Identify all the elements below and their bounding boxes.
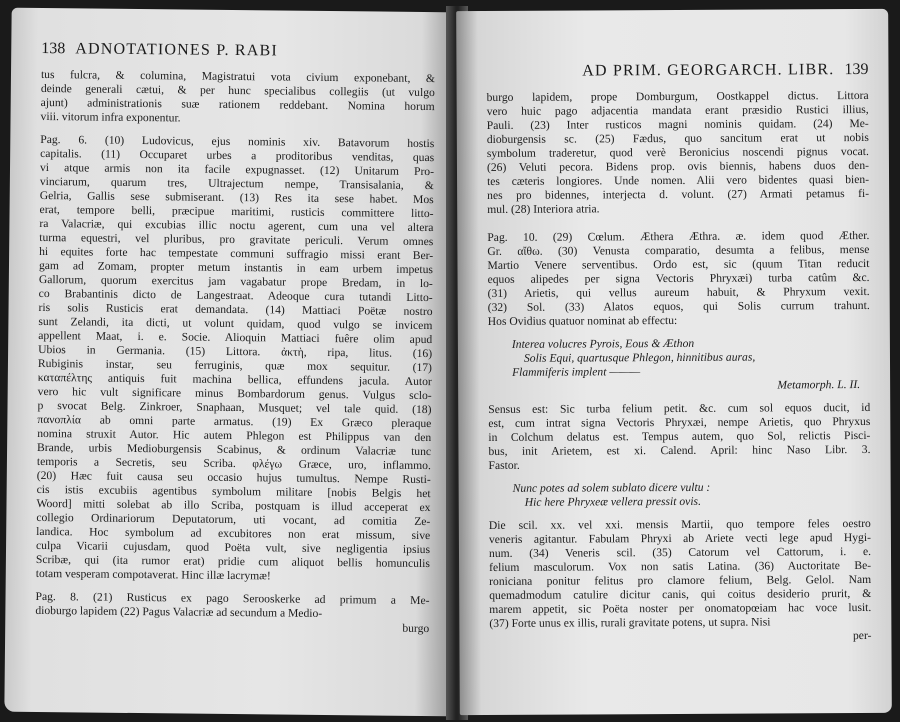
text-line: Brande, urbis Medioburgensis Scabinus, & ordinum Valacriæ tunc — [37, 440, 432, 459]
text-line: vinciarum, quarum tres, Ultrajectum nempe, Transisalania, & — [39, 174, 434, 193]
text-line: marem appetit, sic Poëta noster per onomatopœiam hac voce lusit. — [489, 600, 872, 616]
text-line: bus, init Arietem, est xi. Calend. April: hinc Naso Libr. 3. — [488, 442, 871, 458]
text-line: (32) Sol. (33) Alatos equos, qui Solis currum trahunt. — [487, 298, 870, 314]
text-line: collegio Ordinariorum Deputatorum, uti vocant, ad comitia Ze- — [36, 510, 431, 529]
text-line: quemadmodum catulire dicitur canis, qui coitus desiderio prurit, & — [489, 586, 872, 602]
right-text-block-d — [489, 517, 872, 631]
text-line: temporis a Secretis, seu Scriba. φλέγω Græce, uro, inflammo. — [36, 454, 431, 473]
text-line: p svocat Belg. Zinkroer, Snaphaan, Musquet; vel tale quid. (18) — [37, 398, 432, 417]
text-line: Gelria, Gallis sese submiserant. (13) Res ita sese habet. Mos — [39, 188, 434, 207]
text-line: ris solis Rusticis erat demandata. (14) Mattiaci Poëtæ nostro — [38, 300, 433, 319]
text-line: totam vesperam compotaverat. Hinc illæ lacrymæ! — [35, 566, 271, 583]
text-line: vi atque armis non ita facile expugnasset. (12) Unitarum Pro- — [39, 160, 435, 179]
text-line: veneris agitantur. Fabulam Phryxi ab Ariete vecti lege apud Hygi- — [488, 530, 871, 546]
verse-quotation — [488, 336, 870, 380]
text-line: Pauli. (23) Inter rusticos magni nominis quidam. (24) Me- — [486, 116, 869, 132]
right-text-block-c — [488, 401, 870, 473]
text-line: dioburgensis sc. (25) Fædus, quo sancitum erat ut nobis — [486, 130, 869, 146]
text-line: Woord] mitti solebat ab illo Scriba, postquam is illud acceperat ex — [36, 496, 431, 515]
text-line: Sensus est: Sic turba felium petit. &c. cum sol equos ducit, id — [488, 400, 871, 416]
page-number: 139 — [844, 60, 869, 79]
catchword: burgo — [402, 621, 430, 636]
verse-quotation — [489, 480, 871, 510]
text-line: tes cæteris longiores. Unde nomen. Alii vero bidentes quasi bien- — [487, 172, 870, 188]
running-head-title: ADNOTATIONES P. RABI — [75, 40, 279, 60]
text-line: ajunt) administrationis suæ rationem reddebant. Nomina horum — [40, 95, 435, 114]
text-line: Ubios in Germania. (15) Littora. ἀκτὴ, ripa, litus. (16) — [38, 342, 433, 361]
text-line: sunt Zelandi, ita dicti, ut volunt quidam, quod vulgo se invicem — [38, 314, 433, 333]
text-line: nes pro bidennes, interjecta d. volunt. (27) Armati petamus fi- — [487, 186, 870, 202]
text-line: appellent Maat, i. e. Socie. Alioquin Mattiaci fuêre olim apud — [38, 328, 433, 347]
text-line: Pag. 8. (21) Rusticus ex pago Serooskerke ad primum a Me- — [35, 589, 430, 608]
text-line: co Brabantinis dicto de Langestraat. Adeoque cura tutandi Litto- — [38, 286, 433, 305]
text-line: culpa Vicarii cujusdam, quod Poëta vult, sive negligentia ipsius — [36, 538, 431, 557]
right-text-block-a — [487, 89, 870, 217]
text-line: καταπέλτης antiquis fuit machina bellica, effundens jacula. Autor — [37, 370, 432, 389]
text-line: mul. (28) Interiora atria. — [487, 202, 600, 216]
text-line: num. (34) Veneris scil. (35) Catorum vel Cattorum, i. e. — [488, 544, 872, 560]
text-line: Scribæ, qui (ita rumor erat) pridie cum aliquot bellis homunculis — [35, 552, 430, 571]
text-line: felium masculorum. Vox non satis Latina. (36) Auctoritate Be- — [489, 558, 872, 574]
text-line: landica. Hoc symbolum ad excubitores non erat missum, sive — [36, 524, 431, 543]
text-line: equos alipedes per signa Vectoris Phryxæi) turba catûm &c. — [487, 270, 870, 286]
text-line: πανοπλία ab omni parte armatus. (19) Ex Græco pleraque — [37, 412, 432, 431]
text-line: vero hic vult significare minus Bombardorum genus. Vulgus sclo- — [37, 384, 432, 403]
text-line: in Colchum delatus est. Tempus autem, quo Sol, relictis Pisci- — [488, 428, 871, 444]
text-line: Fastor. — [488, 458, 520, 472]
left-running-head — [41, 40, 435, 62]
text-line: turma equestri, vel pluribus, pro gravitate periculi. Verum omnes — [39, 230, 434, 249]
text-line: Gallorum, quorum exercitus jam vagabatur prope Bredam, in lo- — [38, 272, 433, 291]
text-line: Gr. αἴθω. (30) Venusta comparatio, desumta a felibus, mense — [487, 242, 870, 258]
text-line: (37) Forte unus ex illis, rurali gravitate potens, ut supra. Nisi — [489, 615, 771, 630]
text-line: vero huic pago adjacentia mandata erant præsidio Rustici illius, — [486, 102, 869, 118]
verse-line: Interea volucres Pyrois, Eous & Æthon — [511, 336, 695, 351]
verse-line: Solis Equi, quartusque Phlegon, hinnitibus auras, — [523, 350, 756, 365]
text-line: est, cum intrat signa Vectoris Phryxæi, nempe Arietis, quo Phryxus — [488, 414, 871, 430]
text-line: roniciana ponitur felitus pro clamore felium, Belg. Gelol. Nam — [489, 572, 872, 588]
text-line: Rubiginis instar, seu ferruginis, quæ mox sequitur. (17) — [37, 356, 433, 375]
text-line: Martio Venere serventibus. Ordo est, sic (quum Titan reducit — [487, 256, 870, 272]
text-line: burgo lapidem, prope Domburgum, Oostkappel dictus. Littora — [486, 88, 869, 104]
verse-line: Hic here Phryxeæ vellera pressit ovis. — [524, 494, 701, 509]
left-text-block — [35, 68, 435, 622]
text-line: Hos Ovidius quatuor nominat ab effectu: — [487, 313, 678, 328]
text-line: erat, tempore belli, præcipue maritimi, rusticis committere litto- — [39, 202, 434, 221]
right-page — [456, 9, 892, 715]
text-line: Pag. 6. (10) Ludovicus, ejus nominis xiv. Batavorum hostis — [40, 132, 435, 151]
text-line: cis istis excubiis agentibus symbolum militare [nobis Belgis het — [36, 482, 431, 501]
text-line: deinde generali cætui, & per hunc specialibus collegiis (ut vulgo — [40, 81, 435, 100]
text-line: tus fulcra, & columina, Magistratui vota civium exponebant, & — [40, 67, 436, 86]
text-line: nomina struxit Autor. Hic autem Phlegon est Philippus van den — [37, 426, 432, 445]
text-line: (20) Hæc fuit causa seu occasio hujus tumultus. Nempe Rusti- — [36, 468, 431, 487]
page-number: 138 — [41, 39, 66, 58]
text-line: dioburgo lapidem (22) Pagus Valacriæ ad secundum a Medio- — [35, 603, 323, 620]
right-running-head — [486, 61, 868, 81]
text-line: symbolum traderetur, quod verè Beronicius noscendi pignus vocat. — [486, 144, 869, 160]
text-line: (26) Veluti pecora. Bidens prop. ovis biennis, habens duos den- — [486, 158, 870, 174]
text-line: Pag. 10. (29) Cœlum. Æthera Æthra. æ. idem quod Æther. — [487, 228, 870, 244]
verse-citation: Metamorph. L. II. — [777, 378, 861, 392]
text-line: ra Valacriæ, qui excubias illic noctu agerent, cum una vel altera — [39, 216, 434, 235]
text-line: hi equites forte hac tempestate communi suffragio missi erant Ber- — [39, 244, 434, 263]
right-text-block-b — [487, 229, 870, 329]
verse-line: Nunc potes ad solem sublato dicere vultu : — [512, 480, 711, 495]
verse-line: Flammiferis implent ——— — [512, 365, 641, 379]
text-line: gam ad Zomam, propter metum instantis in eam urbem impetus — [38, 258, 434, 277]
catchword: per- — [852, 628, 872, 643]
text-line: (31) Arietis, qui vellus aureum habuit, & Phryxum vexit. — [487, 284, 870, 300]
text-line: capitalis. (11) Occuparet urbes a proditoribus venditas, quas — [40, 146, 435, 165]
running-head-title: AD PRIM. GEORGARCH. LIBR. — [582, 61, 835, 80]
left-page — [4, 8, 457, 717]
text-line: Die scil. xx. vel xxi. mensis Martii, quo tempore feles oestro — [488, 516, 871, 532]
text-line: viii. vitorum infra exponentur. — [40, 109, 181, 125]
